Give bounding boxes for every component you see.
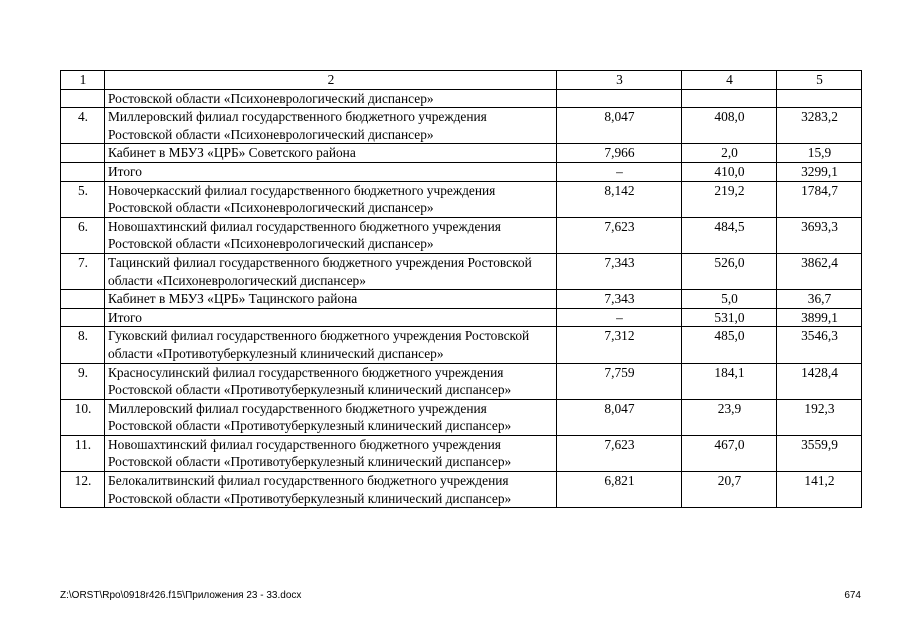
volume: 20,7: [682, 472, 777, 508]
coefficient: [557, 89, 682, 108]
table-row: [61, 472, 862, 508]
table-row: [61, 89, 862, 108]
table-row: [61, 181, 862, 217]
row-number: 5.: [61, 181, 105, 217]
coefficient: 7,343: [557, 290, 682, 309]
amount: 1784,7: [777, 181, 862, 217]
volume: [682, 89, 777, 108]
coefficient: 7,623: [557, 435, 682, 471]
coefficient: 6,821: [557, 472, 682, 508]
volume: 526,0: [682, 253, 777, 289]
facility-name: Белокалитвинский филиал государственного бюджетного учреждения Ростовской области «Противотуберкулезный клинический диспансер»: [105, 472, 557, 508]
header-row: [61, 71, 862, 90]
row-number: 9.: [61, 363, 105, 399]
coefficient: 8,047: [557, 399, 682, 435]
header-cell: 2: [105, 71, 557, 90]
volume: 2,0: [682, 144, 777, 163]
table-row: [61, 308, 862, 327]
header-cell: 3: [557, 71, 682, 90]
table-row: [61, 290, 862, 309]
volume: 467,0: [682, 435, 777, 471]
coefficient: 7,623: [557, 217, 682, 253]
coefficient: 7,343: [557, 253, 682, 289]
volume: 184,1: [682, 363, 777, 399]
facility-name: Новошахтинский филиал государственного бюджетного учреждения Ростовской области «Противотуберкулезный клинический диспансер»: [105, 435, 557, 471]
table-row: [61, 253, 862, 289]
data-table: [60, 70, 862, 508]
row-number: 12.: [61, 472, 105, 508]
row-number: 6.: [61, 217, 105, 253]
table-row: [61, 144, 862, 163]
facility-name: Ростовской области «Психоневрологический диспансер»: [105, 89, 557, 108]
row-number: 8.: [61, 327, 105, 363]
row-number: [61, 308, 105, 327]
coefficient: –: [557, 162, 682, 181]
facility-name: Новочеркасский филиал государственного бюджетного учреждения Ростовской области «Психоневрологический диспансер»: [105, 181, 557, 217]
table-row: [61, 399, 862, 435]
table-row: [61, 327, 862, 363]
row-number: 11.: [61, 435, 105, 471]
amount: 36,7: [777, 290, 862, 309]
row-number: [61, 162, 105, 181]
facility-name: Миллеровский филиал государственного бюджетного учреждения Ростовской области «Противотуберкулезный клинический диспансер»: [105, 399, 557, 435]
header-cell: 5: [777, 71, 862, 90]
table-row: [61, 162, 862, 181]
row-number: [61, 290, 105, 309]
volume: 408,0: [682, 108, 777, 144]
coefficient: 8,142: [557, 181, 682, 217]
header-cell: 1: [61, 71, 105, 90]
facility-name: Тацинский филиал государственного бюджетного учреждения Ростовской области «Психоневрологический диспансер»: [105, 253, 557, 289]
row-number: 10.: [61, 399, 105, 435]
table-row: [61, 108, 862, 144]
amount: 15,9: [777, 144, 862, 163]
amount: 3299,1: [777, 162, 862, 181]
volume: 410,0: [682, 162, 777, 181]
facility-name: Новошахтинский филиал государственного бюджетного учреждения Ростовской области «Психоневрологический диспансер»: [105, 217, 557, 253]
volume: 485,0: [682, 327, 777, 363]
facility-name: Гуковский филиал государственного бюджетного учреждения Ростовской области «Противотуберкулезный клинический диспансер»: [105, 327, 557, 363]
table-row: [61, 435, 862, 471]
coefficient: 8,047: [557, 108, 682, 144]
amount: 3546,3: [777, 327, 862, 363]
volume: 219,2: [682, 181, 777, 217]
facility-name: Кабинет в МБУЗ «ЦРБ» Советского района: [105, 144, 557, 163]
page-number: 674: [844, 590, 861, 601]
amount: 3283,2: [777, 108, 862, 144]
facility-name: Красносулинский филиал государственного бюджетного учреждения Ростовской области «Противотуберкулезный клинический диспансер»: [105, 363, 557, 399]
facility-name: Миллеровский филиал государственного бюджетного учреждения Ростовской области «Психоневрологический диспансер»: [105, 108, 557, 144]
row-number: 4.: [61, 108, 105, 144]
volume: 531,0: [682, 308, 777, 327]
facility-name: Кабинет в МБУЗ «ЦРБ» Тацинского района: [105, 290, 557, 309]
table-row: [61, 217, 862, 253]
header-cell: 4: [682, 71, 777, 90]
file-path: Z:\ORST\Rpo\0918r426.f15\Приложения 23 - 33.docx: [60, 590, 302, 601]
table-row: [61, 363, 862, 399]
amount: 3559,9: [777, 435, 862, 471]
coefficient: 7,759: [557, 363, 682, 399]
volume: 484,5: [682, 217, 777, 253]
row-number: [61, 89, 105, 108]
coefficient: 7,966: [557, 144, 682, 163]
coefficient: –: [557, 308, 682, 327]
amount: 141,2: [777, 472, 862, 508]
row-number: 7.: [61, 253, 105, 289]
amount: 3862,4: [777, 253, 862, 289]
volume: 5,0: [682, 290, 777, 309]
facility-name: Итого: [105, 308, 557, 327]
amount: 3693,3: [777, 217, 862, 253]
coefficient: 7,312: [557, 327, 682, 363]
amount: 1428,4: [777, 363, 862, 399]
amount: 192,3: [777, 399, 862, 435]
amount: [777, 89, 862, 108]
amount: 3899,1: [777, 308, 862, 327]
volume: 23,9: [682, 399, 777, 435]
row-number: [61, 144, 105, 163]
facility-name: Итого: [105, 162, 557, 181]
